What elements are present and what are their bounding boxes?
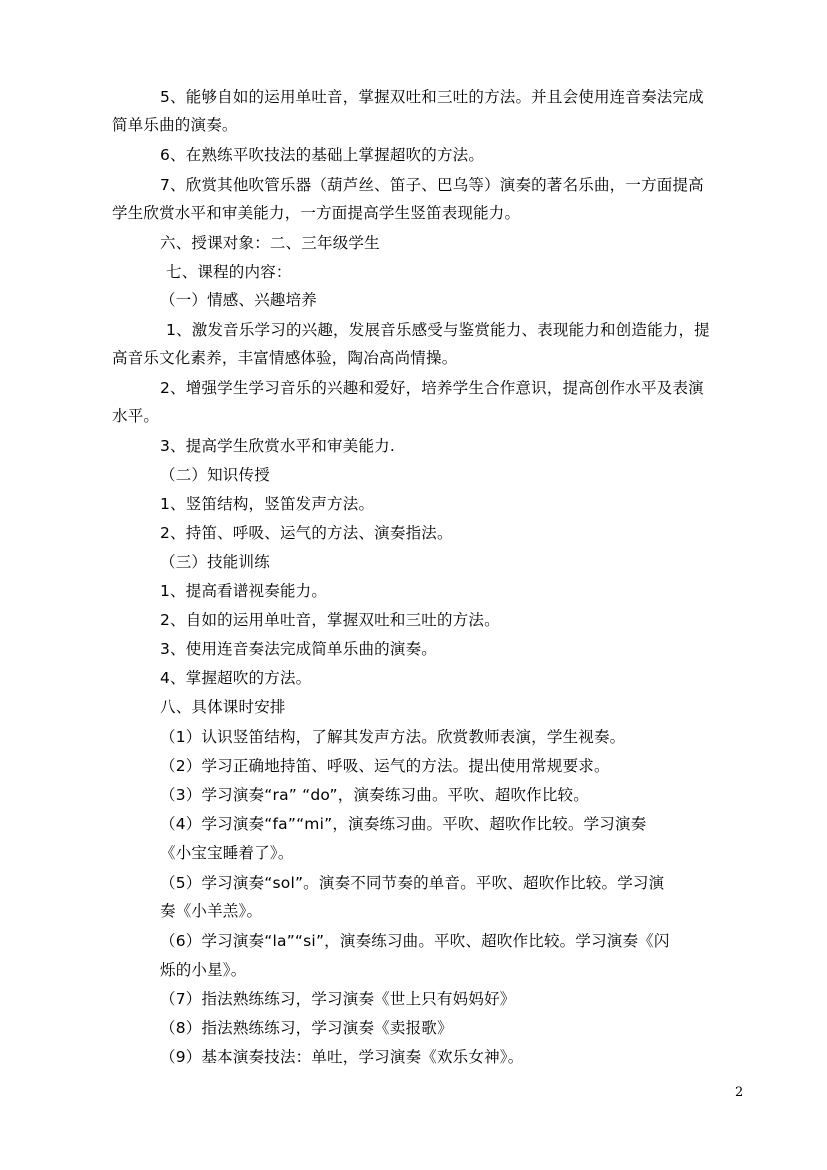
text-line: 奏《小羊羔》。 <box>160 902 263 920</box>
section-heading: 八、具体课时安排 <box>160 698 286 716</box>
text-line: （6）学习演奏“la”“si”，演奏练习曲。平吹、超吹作比较。学习演奏《闪 <box>160 932 670 950</box>
subsection-heading: （一）情感、兴趣培养 <box>160 291 318 309</box>
text-line: 4、掌握超吹的方法。 <box>160 669 312 687</box>
text-line: 学生欣赏水平和审美能力，一方面提高学生竖笛表现能力。 <box>112 204 521 222</box>
text-line: （5）学习演奏“sol”。演奏不同节奏的单音。平吹、超吹作比较。学习演 <box>160 874 665 892</box>
text-line: 2、自如的运用单吐音，掌握双吐和三吐的方法。 <box>160 611 500 629</box>
text-line: （9）基本演奏技法：单吐，学习演奏《欢乐女神》。 <box>160 1048 524 1066</box>
text-line: 《小宝宝睡着了》。 <box>160 844 294 862</box>
text-line: 烁的小星》。 <box>160 961 247 979</box>
subsection-heading: （二）知识传授 <box>160 466 270 484</box>
text-line: 1、提高看谱视奏能力。 <box>160 582 328 600</box>
text-line: 简单乐曲的演奏。 <box>112 116 238 134</box>
text-line: 高音乐文化素养，丰富情感体验，陶冶高尚情操。 <box>112 349 458 367</box>
text-line: 1、竖笛结构，竖笛发声方法。 <box>160 495 375 513</box>
section-heading: 六、授课对象：二、三年级学生 <box>160 234 380 252</box>
text-line: 6、在熟练平吹技法的基础上掌握超吹的方法。 <box>160 146 485 164</box>
text-line: （7）指法熟练练习，学习演奏《世上只有妈妈好》 <box>160 990 516 1008</box>
text-line: （3）学习演奏“ra” “do”，演奏练习曲。平吹、超吹作比较。 <box>160 786 589 804</box>
text-line: 3、提高学生欣赏水平和审美能力. <box>160 437 395 455</box>
page-number: 2 <box>735 1085 744 1100</box>
text-line: （1）认识竖笛结构，了解其发声方法。欣赏教师表演，学生视奏。 <box>160 728 626 746</box>
text-line: 1、激发音乐学习的兴趣，发展音乐感受与鉴赏能力、表现能力和创造能力，提 <box>166 321 710 339</box>
text-line: 7、欣赏其他吹管乐器（葫芦丝、笛子、巴乌等）演奏的著名乐曲，一方面提高 <box>160 176 704 194</box>
section-heading: 七、课程的内容： <box>166 263 292 281</box>
text-line: （8）指法熟练练习，学习演奏《卖报歌》 <box>160 1019 453 1037</box>
text-line: 2、增强学生学习音乐的兴趣和爱好，培养学生合作意识，提高创作水平及表演 <box>160 379 704 397</box>
text-line: （4）学习演奏“fa”“mi”，演奏练习曲。平吹、超吹作比较。学习演奏 <box>160 815 647 833</box>
text-line: 5、能够自如的运用单吐音，掌握双吐和三吐的方法。并且会使用连音奏法完成 <box>160 88 704 106</box>
text-line: 2、持笛、呼吸、运气的方法、演奏指法。 <box>160 524 453 542</box>
subsection-heading: （三）技能训练 <box>160 553 270 571</box>
text-line: 3、使用连音奏法完成简单乐曲的演奏。 <box>160 640 437 658</box>
text-line: （2）学习正确地持笛、呼吸、运气的方法。提出使用常规要求。 <box>160 757 610 775</box>
text-line: 水平。 <box>112 407 160 425</box>
